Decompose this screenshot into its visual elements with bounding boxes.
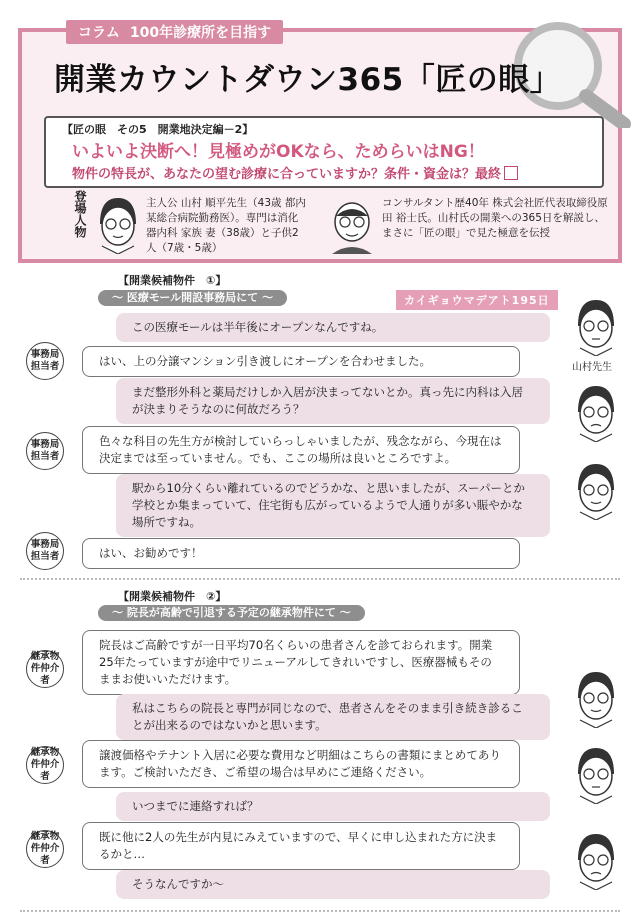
page-title: 開業カウントダウン365「匠の眼」: [54, 62, 562, 98]
message-broker-3: 既に他に2人の先生が内見にみえていますので、早くに申し込まれた方に決まるかと…: [82, 822, 520, 870]
doctor-face-icon: [570, 830, 622, 890]
message-doctor-1: この医療モールは半年後にオープンなんですね。: [116, 313, 550, 342]
countdown-banner: カイギョウマデアト195日: [396, 290, 558, 310]
message-broker-2: 譲渡価格やテナント入居に必要な費用など明細はこちらの書類にまとめてあります。ご検討いただき、ご希望の場合は早めにご連絡ください。: [82, 740, 520, 788]
message-office-3: はい、お勧めです！: [82, 538, 520, 569]
doctor-face-icon: [570, 382, 622, 442]
column-sub: 100年診療所を目指す: [129, 25, 272, 41]
message-office-2: 色々な科目の先生方が検討していらっしゃいましたが、残念ながら、今現在は決定までは至っていません。でも、ここの場所は良いところですよ。: [82, 426, 520, 474]
message-broker-1: 院長はご高齢ですが一日平均70名くらいの患者さんを診ておられます。開業25年たっていますが途中でリニューアルしてきれいですし、医療器械もそのままお使いいただけます。: [82, 630, 520, 695]
role-badge: 継承物件仲介者: [26, 830, 64, 868]
banner-question-wrap: [72, 163, 518, 182]
message-doctor-3: 駅から10分くらい離れているのでどうかな、と思いましたが、スーパーとか学校とか集まっていて、住宅街も広がっているようで人通りが多い賑やかな場所ですね。: [116, 474, 550, 537]
consultant-face-icon: [326, 194, 378, 254]
section2-pill: ～ 院長が高齢で引退する予定の継承物件にて ～: [98, 605, 365, 621]
banner-subtitle: 【匠の眼 その5 開業地決定編－2】: [62, 123, 254, 136]
role-badge: 事務局担当者: [26, 432, 64, 470]
cast-protagonist: 主人公 山村 順平先生（43歳 都内某総合病院勤務医）。専門は消化器内科 家族 妻（38歳）と子供2人（7歳・5歳）: [146, 197, 306, 254]
doctor-name: 山村先生: [572, 362, 612, 373]
message-doctor-5: いつまでに連絡すれば？: [116, 792, 550, 821]
doctor-face-icon: [570, 460, 622, 520]
doctor-face-icon: [570, 668, 622, 728]
cast-label: 登場人物: [73, 190, 87, 238]
message-office-1: はい、上の分譲マンション引き渡しにオープンを合わせました。: [82, 346, 520, 377]
message-doctor-2: まだ整形外科と薬局だけしか入居が決まってないとか。真っ先に内科は入居が決まりそうなのに何故だろう？: [116, 378, 550, 424]
doctor-face-icon: [92, 194, 144, 254]
doctor-face-icon: [570, 296, 622, 356]
banner-question: 物件の特長が、あなたの望む診療に合っていますか？条件・資金は？最終: [72, 167, 502, 182]
banner-headline: いよいよ決断へ！見極めがOKなら、ためらいはNG！: [72, 142, 485, 162]
role-badge: 継承物件仲介者: [26, 650, 64, 688]
message-doctor-4: 私はこちらの院長と専門が同じなので、患者さんをそのまま引き続き診ることが出来るのではないかと思います。: [116, 694, 550, 740]
section1-pill: ～ 医療モール開設事務局にて ～: [98, 290, 287, 306]
doctor-face-icon: [570, 744, 622, 804]
section-divider: [20, 578, 620, 580]
role-badge: 事務局担当者: [26, 532, 64, 570]
section-divider: [20, 910, 620, 912]
column-label: コラム: [78, 25, 120, 41]
section1-label: 【開業候補物件 ①】: [118, 274, 227, 287]
role-badge: 事務局担当者: [26, 342, 64, 380]
role-badge: 継承物件仲介者: [26, 746, 64, 784]
cast-consultant: コンサルタント歴40年 株式会社匠代表取締役原田 裕士氏。山村氏の開業への365日を解説し、まさに「匠の眼」で見た極意を伝授: [382, 197, 608, 239]
section2-label: 【開業候補物件 ②】: [118, 590, 227, 603]
column-tab: [66, 20, 283, 44]
message-doctor-6: そうなんですか～: [116, 870, 550, 899]
checkbox-icon: [504, 166, 518, 180]
